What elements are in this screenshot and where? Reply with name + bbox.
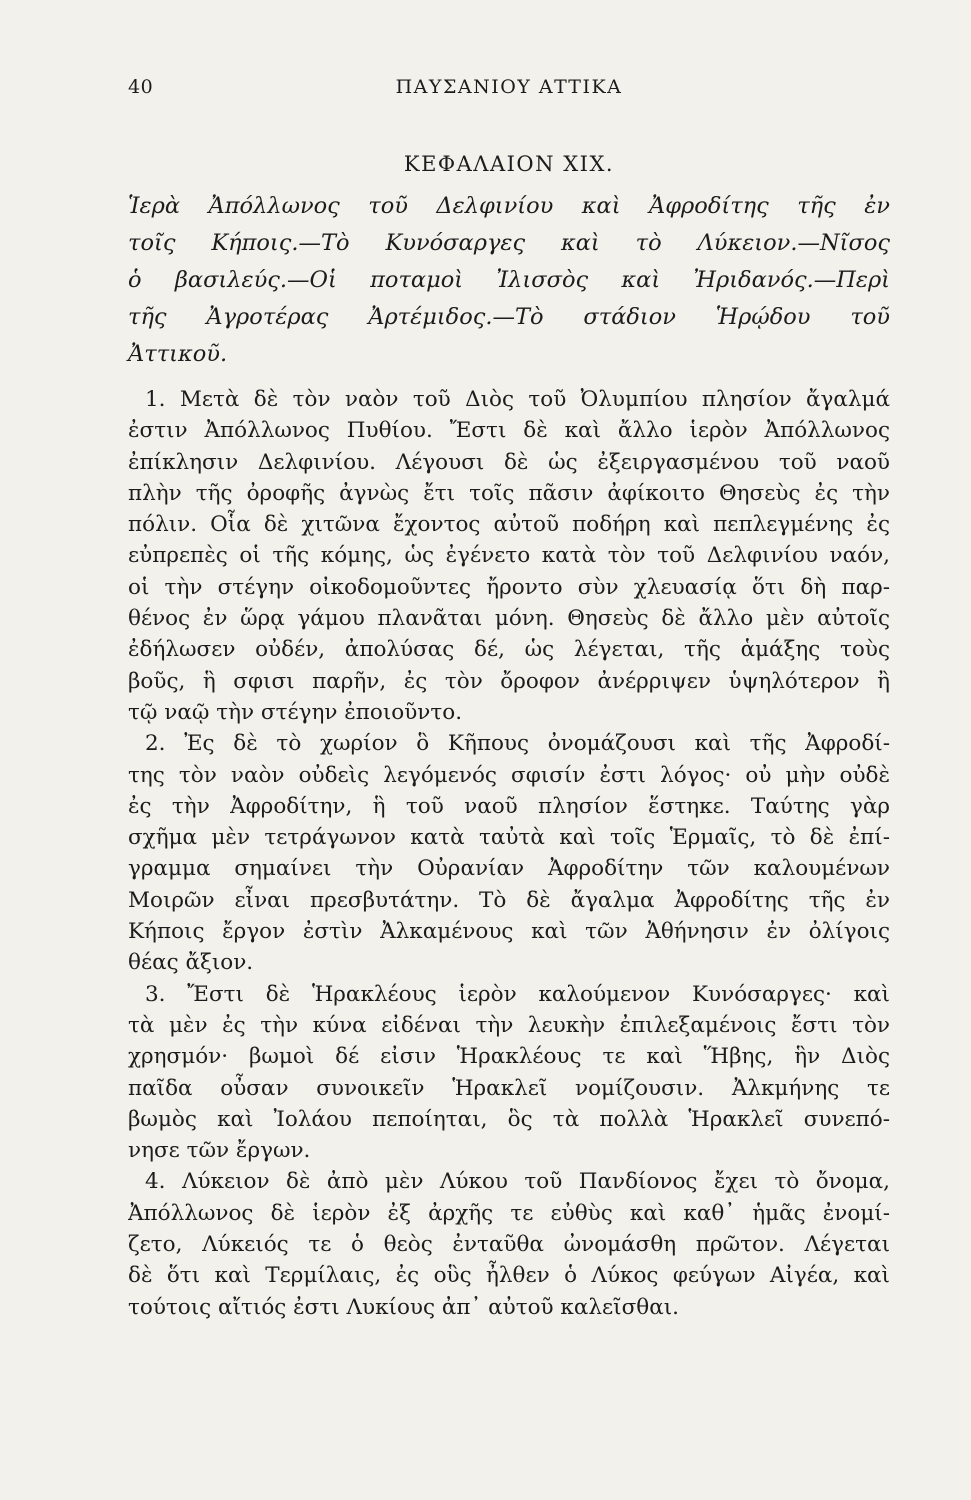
- text-line: πόλιν. Οἷα δὲ χιτῶνα ἔχοντος αὐτοῦ ποδήρη καὶ πεπλεγμένης ἐς: [128, 512, 890, 538]
- chapter-summary: [128, 188, 890, 373]
- text-line: 2. Ἐς δὲ τὸ χωρίον ὃ Κῆπους ὀνομάζουσι καὶ τῆς Ἀφροδί-: [145, 731, 890, 757]
- text-line: 1. Μετὰ δὲ τὸν ναὸν τοῦ Διὸς τοῦ Ὀλυμπίου πλησίον ἄγαλμά: [145, 387, 890, 412]
- text-line: οἱ τὴν στέγην οἰκοδομοῦντες ἤροντο σὺν χλευασίᾳ ὅτι δὴ παρ-: [128, 574, 890, 600]
- text-line: 4. Λύκειον δὲ ἀπὸ μὲν Λύκου τοῦ Πανδίονος ἔχει τὸ ὄνομα,: [145, 1169, 890, 1195]
- text-line: Μοιρῶν εἶναι πρεσβυτάτην. Τὸ δὲ ἄγαλμα Ἀφροδίτης τῆς ἐν: [128, 887, 890, 913]
- text-line: ἐστιν Ἀπόλλωνος Πυθίου. Ἔστι δὲ καὶ ἄλλο ἱερὸν Ἀπόλλωνος: [128, 418, 890, 444]
- text-line: πλὴν τῆς ὀροφῆς ἀγνὼς ἔτι τοῖς πᾶσιν ἀφίκοιτο Θησεὺς ἐς τὴν: [128, 480, 890, 506]
- text-line: Κήποις ἔργον ἐστὶν Ἀλκαμένους καὶ τῶν Ἀθήνησιν ἐν ὀλίγοις: [128, 919, 890, 945]
- text-line: θένος ἐν ὥρᾳ γάμου πλανᾶται μόνη. Θησεὺς δὲ ἄλλο μὲν αὐτοῖς: [128, 606, 890, 632]
- text-line: ἐπίκλησιν Δελφινίου. Λέγουσι δὲ ὡς ἐξειργασμένου τοῦ ναοῦ: [128, 449, 890, 475]
- text-line: θέας ἄξιον.: [128, 950, 254, 976]
- summary-line: τοῖς Κήποις.—Τὸ Κυνόσαργες καὶ τὸ Λύκειον.—Νῖσος: [128, 230, 890, 256]
- summary-line: Ἀττικοῦ.: [128, 341, 228, 367]
- chapter-title: ΚΕΦΑΛΑΙΟΝ ΧΙΧ.: [403, 152, 615, 176]
- text-line: νησε τῶν ἔργων.: [128, 1138, 311, 1164]
- text-line: τῷ ναῷ τὴν στέγην ἐποιοῦντο.: [128, 699, 463, 725]
- text-line: εὐπρεπὲς οἱ τῆς κόμης, ὡς ἐγένετο κατὰ τὸν τοῦ Δελφινίου ναόν,: [128, 543, 890, 569]
- text-line: ἐδήλωσεν οὐδέν, ἀπολύσας δέ, ὡς λέγεται, τῆς ἁμάξης τοὺς: [128, 637, 890, 663]
- text-line: δὲ ὅτι καὶ Τερμίλαις, ἐς οὓς ἦλθεν ὁ Λύκος φεύγων Αἰγέα, καὶ: [128, 1263, 890, 1289]
- text-line: ἐς τὴν Ἀφροδίτην, ἣ τοῦ ναοῦ πλησίον ἕστηκε. Ταύτης γὰρ: [128, 793, 890, 819]
- text-line: βωμὸς καὶ Ἰολάου πεποίηται, ὃς τὰ πολλὰ Ἡρακλεῖ συνεπό-: [128, 1106, 890, 1132]
- text-line: γραμμα σημαίνει τὴν Οὐρανίαν Ἀφροδίτην τῶν καλουμένων: [128, 856, 890, 882]
- text-line: τούτοις αἴτιός ἐστι Λυκίους ἀπ᾽ αὐτοῦ καλεῖσθαι.: [128, 1294, 679, 1320]
- text-line: παῖδα οὖσαν συνοικεῖν Ἡρακλεῖ νομίζουσιν. Ἀλκμήνης τε: [128, 1075, 890, 1101]
- summary-line: ὁ βασιλεύς.—Οἱ ποταμοὶ Ἰλισσὸς καὶ Ἠριδανός.—Περὶ: [128, 267, 890, 293]
- text-line: σχῆμα μὲν τετράγωνον κατὰ ταὐτὰ καὶ τοῖς Ἑρμαῖς, τὸ δὲ ἐπί-: [128, 825, 890, 851]
- text-line: χρησμόν· βωμοὶ δέ εἰσιν Ἡρακλέους τε καὶ Ἥβης, ἣν Διὸς: [128, 1044, 890, 1070]
- body-text: [128, 384, 890, 1323]
- page-number: 40: [128, 76, 154, 98]
- text-line: Ἀπόλλωνος δὲ ἱερὸν ἐξ ἀρχῆς τε εὐθὺς καὶ καθ᾽ ἡμᾶς ἐνομί-: [128, 1200, 890, 1226]
- text-line: τὰ μὲν ἐς τὴν κύνα εἰδέναι τὴν λευκὴν ἐπιλεξαμένοις ἔστι τὸν: [128, 1012, 890, 1038]
- text-line: ζετο, Λύκειός τε ὁ θεὸς ἐνταῦθα ὠνομάσθη πρῶτον. Λέγεται: [128, 1232, 890, 1258]
- summary-line: Ἱερὰ Ἀπόλλωνος τοῦ Δελφινίου καὶ Ἀφροδίτης τῆς ἐν: [128, 193, 890, 219]
- running-head: [128, 76, 890, 106]
- running-title: ΠΑΥΣΑΝΙΟΥ ΑΤΤΙΚΑ: [395, 76, 623, 98]
- text-line: της τὸν ναὸν οὐδεὶς λεγόμενός σφισίν ἐστι λόγος· οὐ μὴν οὐδὲ: [128, 762, 890, 788]
- text-line: βοῦς, ἣ σφισι παρῆν, ἐς τὸν ὄροφον ἀνέρριψεν ὑψηλότερον ἢ: [128, 668, 890, 694]
- text-line: 3. Ἔστι δὲ Ἡρακλέους ἱερὸν καλούμενον Κυνόσαργες· καὶ: [145, 981, 890, 1007]
- summary-line: τῆς Ἀγροτέρας Ἀρτέμιδος.—Τὸ στάδιον Ἡρῴδου τοῦ: [128, 304, 890, 330]
